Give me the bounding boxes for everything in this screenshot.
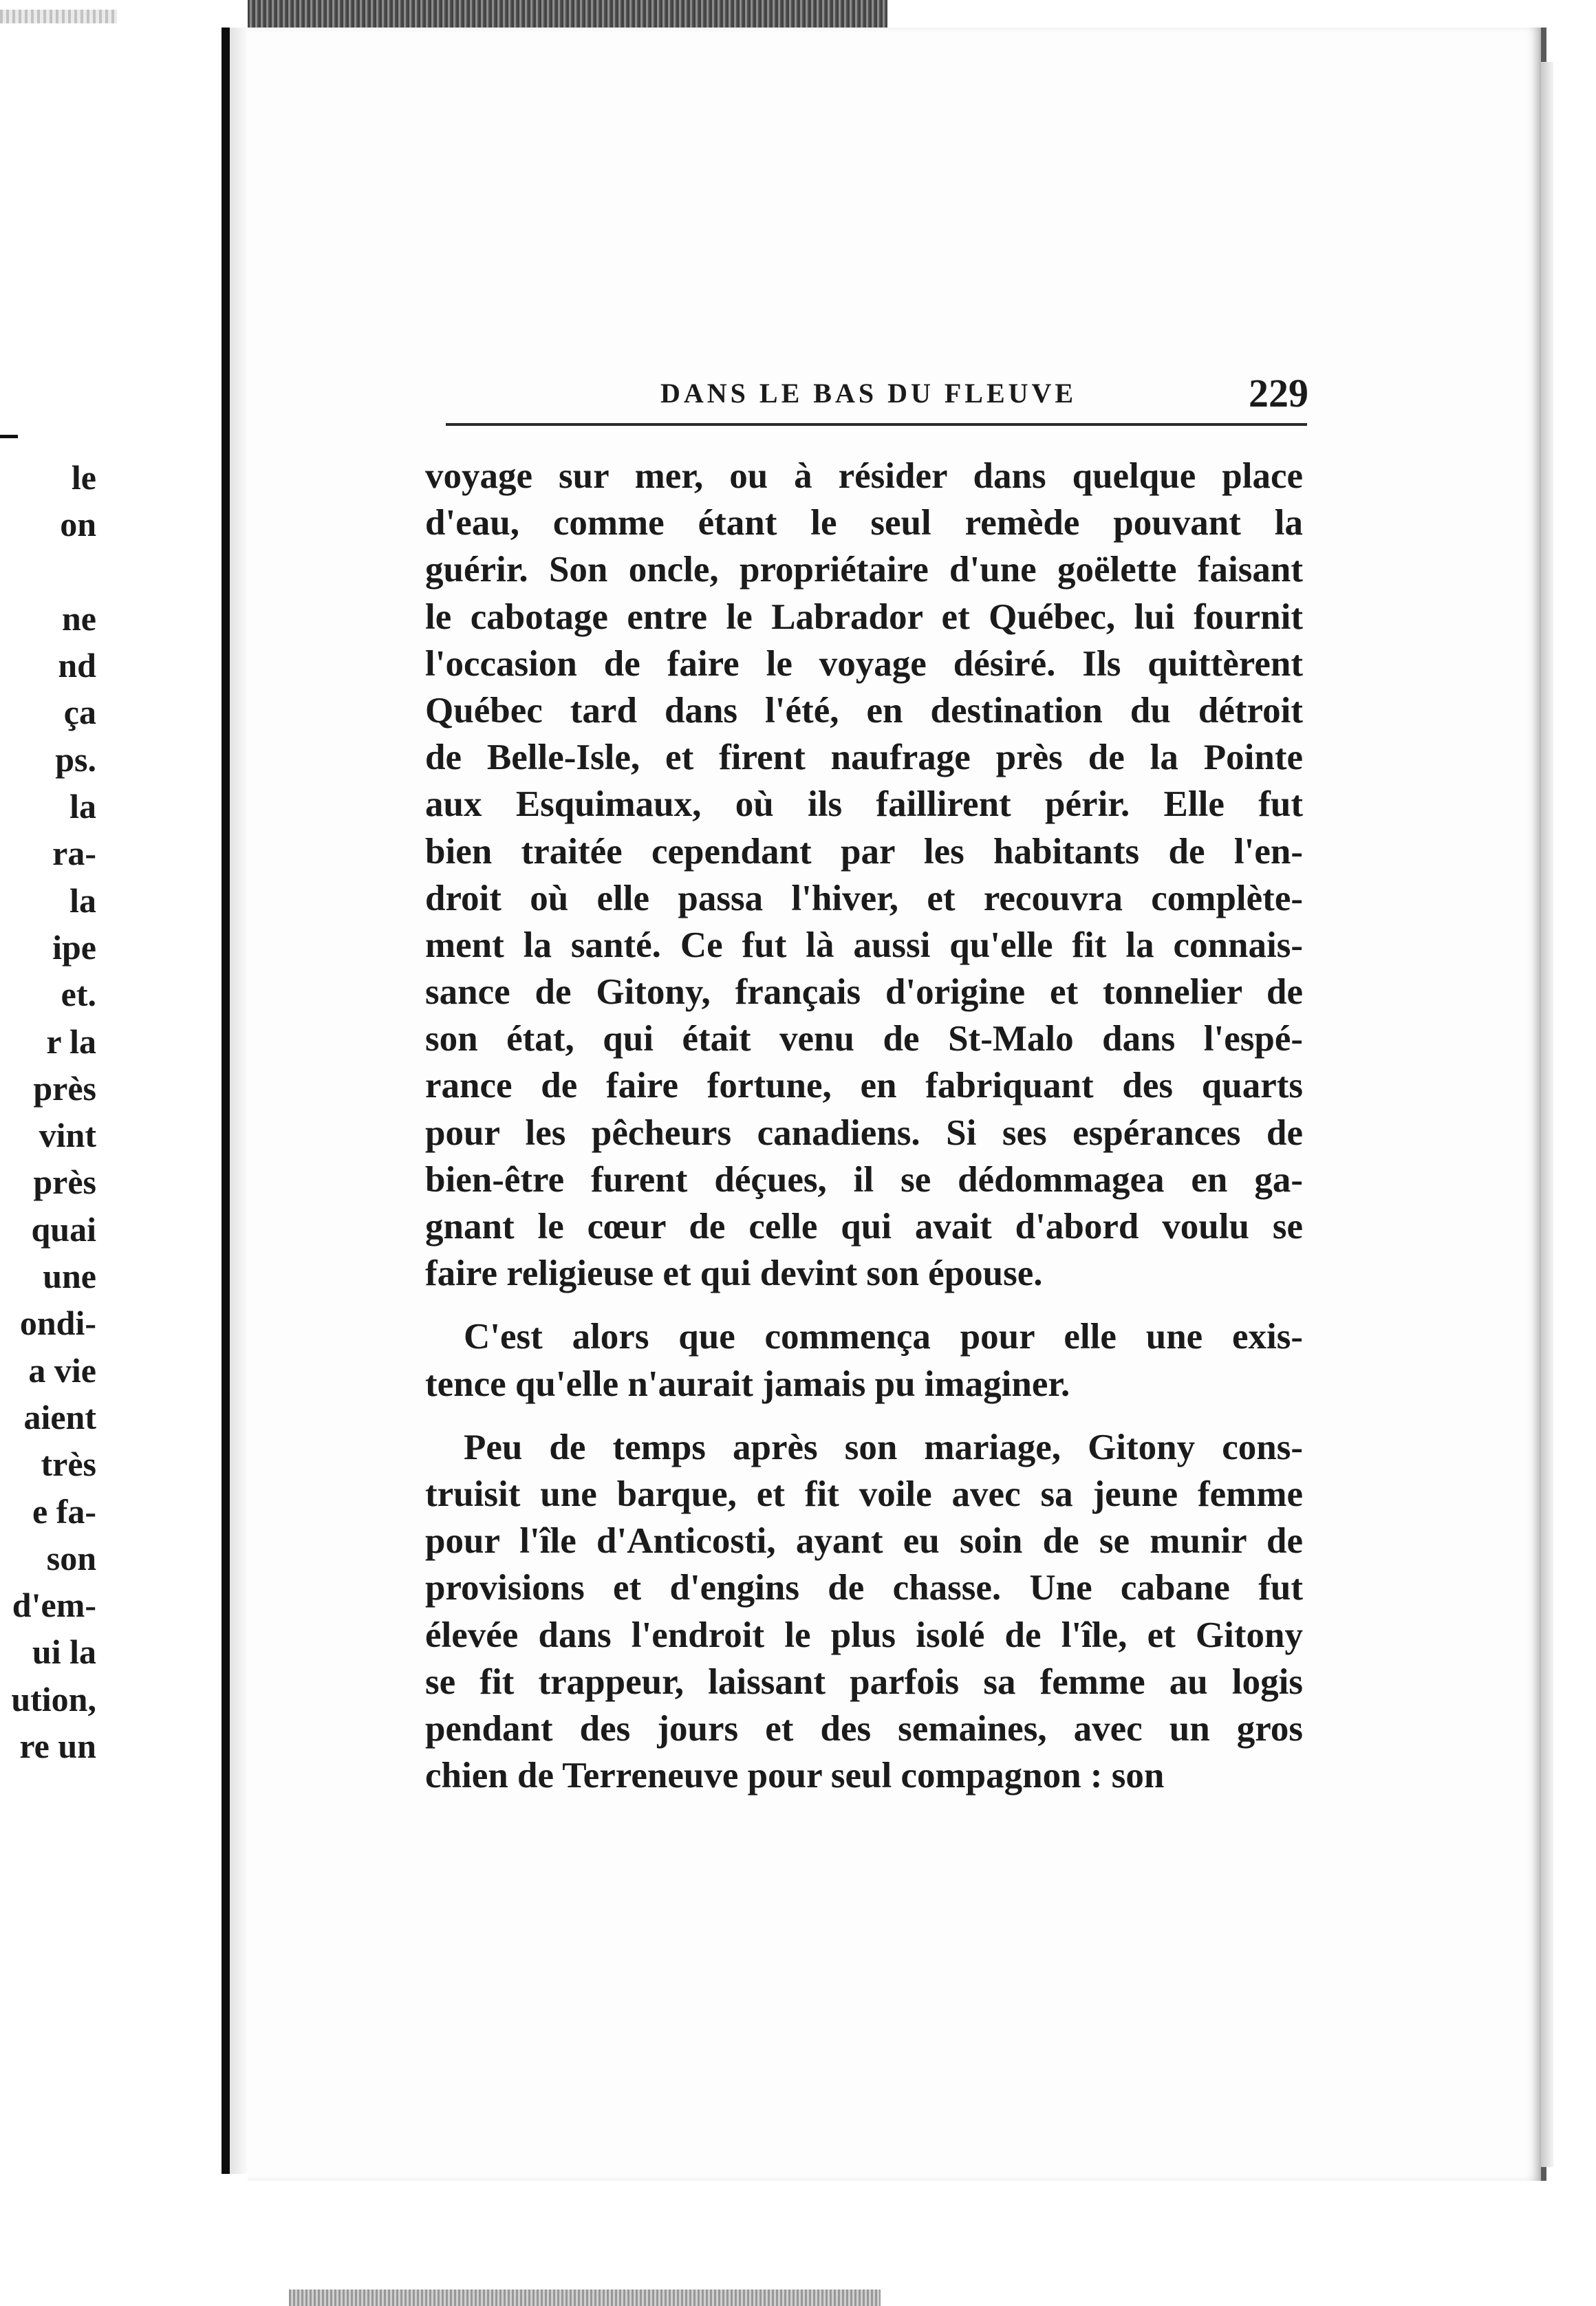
- text-line: truisit une barque, et fit voile avec sa jeune femme: [425, 1474, 1303, 1514]
- film-edge-top-left: [0, 10, 117, 23]
- text-line: sance de Gitony, français d'origine et tonnelier de: [425, 972, 1303, 1013]
- text-line: tence qu'elle n'aurait jamais pu imaginer.: [425, 1364, 1070, 1404]
- text-line: faire religieuse et qui devint son épouse.: [425, 1253, 1043, 1294]
- facing-page-fragment: très: [41, 1445, 96, 1484]
- text-line: voyage sur mer, ou à résider dans quelque place: [425, 456, 1303, 496]
- facing-page-fragment: on: [60, 505, 96, 544]
- body-text: [425, 453, 1303, 1799]
- text-line: pour les pêcheurs canadiens. Si ses espérances de: [425, 1112, 1303, 1153]
- text-line: l'occasion de faire le voyage désiré. Ils quittèrent: [425, 643, 1303, 684]
- facing-page-fragment: r la: [46, 1022, 96, 1061]
- text-line: bien-être furent déçues, il se dédommagea en ga-: [425, 1159, 1303, 1200]
- text-line: son état, qui était venu de St-Malo dans l'espé-: [425, 1019, 1303, 1059]
- text-line: d'eau, comme étant le seul remède pouvant la: [425, 503, 1303, 543]
- text-line: chien de Terreneuve pour seul compagnon : son: [425, 1756, 1165, 1796]
- page-edge: [1541, 62, 1553, 2167]
- paragraph: [425, 453, 1303, 1297]
- text-line: le cabotage entre le Labrador et Québec, lui fournit: [425, 596, 1303, 637]
- text-line: rance de faire fortune, en fabriquant des quarts: [425, 1066, 1303, 1106]
- text-line: Peu de temps après son mariage, Gitony cons-: [464, 1427, 1303, 1467]
- text-line: se fit trappeur, laissant parfois sa femme au logis: [425, 1661, 1303, 1702]
- facing-page-text: [11, 454, 96, 1769]
- text-line: Québec tard dans l'été, en destination du détroit: [425, 690, 1303, 731]
- text-line: de Belle-Isle, et firent naufrage près de la Pointe: [425, 737, 1303, 778]
- facing-page-fragment: nd: [58, 646, 96, 685]
- facing-page-fragment: ne: [62, 599, 96, 638]
- running-head: DANS LE BAS DU FLEUVE: [660, 378, 1077, 409]
- facing-page-fragment: ipe: [52, 927, 96, 967]
- facing-page-fragment: ution,: [11, 1679, 96, 1718]
- text-line: bien traitée cependant par les habitants de l'en-: [425, 831, 1303, 872]
- facing-page-fragment: quai: [31, 1209, 96, 1249]
- facing-page-fragment: et.: [61, 975, 96, 1014]
- text-line: guérir. Son oncle, propriétaire d'une goëlette faisant: [425, 550, 1303, 590]
- text-line: provisions et d'engins de chasse. Une cabane fut: [425, 1568, 1303, 1608]
- facing-page-fragment: une: [43, 1257, 96, 1296]
- facing-page-fragment: ui la: [32, 1632, 96, 1672]
- facing-page-fragment: e fa-: [32, 1491, 96, 1531]
- text-line: pour l'île d'Anticosti, ayant eu soin de se munir de: [425, 1521, 1303, 1562]
- text-line: pendant des jours et des semaines, avec un gros: [425, 1708, 1303, 1749]
- facing-page-fragment: ça: [63, 693, 96, 732]
- text-line: ment la santé. Ce fut là aussi qu'elle fit la connais-: [425, 925, 1303, 965]
- text-line: C'est alors que commença pour elle une exis-: [464, 1317, 1303, 1357]
- facing-page-fragment: la: [69, 881, 96, 920]
- facing-page-rule: [0, 435, 18, 438]
- facing-page-fragment: re un: [19, 1727, 96, 1766]
- facing-page-fragment: ondi-: [19, 1304, 96, 1343]
- facing-page-fragment: près: [33, 1068, 96, 1108]
- facing-page-fragment: ps.: [55, 740, 96, 779]
- text-line: élevée dans l'endroit le plus isolé de l'île, et Gitony: [425, 1615, 1303, 1655]
- paragraph-gap: [425, 1297, 1303, 1313]
- text-line: droit où elle passa l'hiver, et recouvra complète-: [425, 878, 1303, 918]
- facing-page-fragment: le: [71, 458, 96, 497]
- paragraph: [425, 1424, 1303, 1800]
- paragraph-gap: [425, 1408, 1303, 1424]
- facing-page-fragment: vint: [39, 1116, 96, 1155]
- facing-page-fragment: son: [46, 1538, 96, 1577]
- facing-page-fragment: aient: [23, 1397, 96, 1436]
- binding-gutter: [222, 28, 230, 2174]
- page-number: 229: [1249, 371, 1308, 416]
- facing-page: [0, 28, 241, 2215]
- facing-page-fragment: ra-: [52, 834, 96, 873]
- facing-page-fragment: d'em-: [12, 1586, 96, 1625]
- paragraph: [425, 1313, 1303, 1407]
- film-edge-bottom: [289, 2289, 881, 2306]
- text-line: gnant le cœur de celle qui avait d'abord voulu se: [425, 1207, 1303, 1247]
- facing-page-fragment: près: [33, 1163, 96, 1202]
- facing-page-fragment: la: [69, 787, 96, 826]
- film-edge-top: [248, 0, 887, 29]
- header-rule: [446, 423, 1307, 426]
- text-line: aux Esquimaux, où ils faillirent périr. Elle fut: [425, 784, 1303, 825]
- facing-page-fragment: [11, 548, 96, 595]
- facing-page-fragment: a vie: [28, 1350, 96, 1390]
